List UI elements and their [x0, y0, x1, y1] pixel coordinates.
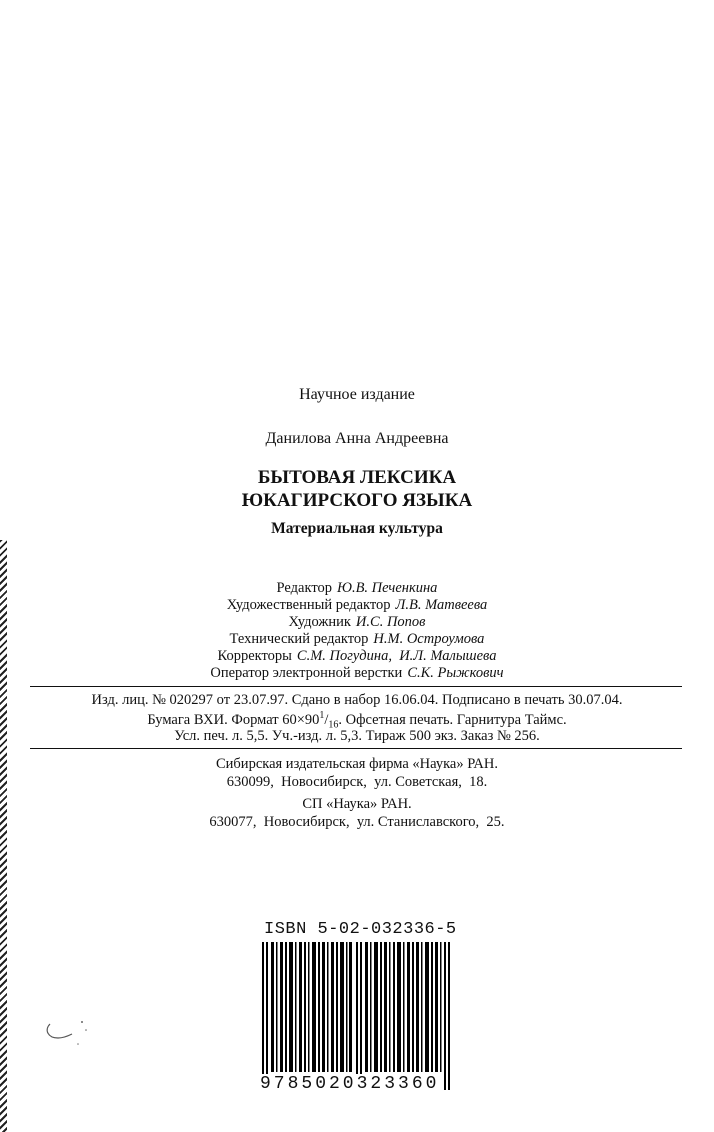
- credit-name: С.К. Рыжкович: [407, 665, 504, 681]
- imprint-format-denominator: 16: [328, 719, 339, 731]
- credit-role: Художественный редактор: [226, 597, 391, 613]
- credit-role: Оператор электронной верстки: [210, 665, 403, 681]
- imprint-format-text: Бумага ВХИ. Формат 60×90: [147, 711, 320, 728]
- printer-address: 630077, Новосибирск, ул. Станиславского, 25.: [209, 814, 505, 830]
- divider-bottom: [30, 748, 682, 749]
- author-name: Данилова Анна Андреевна: [265, 430, 449, 447]
- scan-speck-mark: [42, 1016, 102, 1056]
- credit-name: С.М. Погудина, И.Л. Малышева: [296, 648, 497, 664]
- credit-proofreaders: [0, 648, 714, 665]
- credit-role: Художник: [288, 614, 351, 630]
- publication-type: Научное издание: [299, 386, 415, 403]
- publisher-address: 630099, Новосибирск, ул. Советская, 18.: [226, 774, 488, 790]
- book-title: [0, 466, 714, 512]
- book-subtitle: Материальная культура: [271, 520, 443, 537]
- credit-role: Корректоры: [217, 648, 292, 664]
- publisher-name: Сибирская издательская фирма «Наука» РАН.: [216, 756, 498, 772]
- book-title-line-2: ЮКАГИРСКОГО ЯЗЫКА: [241, 490, 473, 511]
- credit-art-editor: [0, 597, 714, 614]
- credit-name: И.С. Попов: [355, 614, 426, 630]
- imprint-line-3: Усл. печ. л. 5,5. Уч.-изд. л. 5,3. Тираж 500 экз. Заказ № 256.: [174, 728, 540, 744]
- credit-name: Л.В. Матвеева: [395, 597, 488, 613]
- credit-artist: [0, 614, 714, 631]
- credit-layout-operator: [0, 665, 714, 682]
- imprint-format-slash: /: [324, 711, 329, 728]
- credit-tech-editor: [0, 631, 714, 648]
- book-title-line-1: БЫТОВАЯ ЛЕКСИКА: [257, 467, 457, 488]
- credit-name: Ю.В. Печенкина: [336, 580, 438, 596]
- imprint-line-1: Изд. лиц. № 020297 от 23.07.97. Сдано в набор 16.06.04. Подписано в печать 30.07.04.: [91, 692, 623, 708]
- imprint-format-numerator: 1: [319, 710, 325, 721]
- credit-role: Технический редактор: [229, 631, 369, 647]
- divider-top: [30, 686, 682, 687]
- printer-name: СП «Наука» РАН.: [302, 796, 412, 812]
- credit-name: Н.М. Остроумова: [373, 631, 485, 647]
- isbn-barcode: [260, 942, 460, 1092]
- barcode-digits: 9785020323360: [260, 1074, 440, 1094]
- credit-editor: [0, 580, 714, 597]
- credit-role: Редактор: [276, 580, 332, 596]
- isbn-number: ISBN 5-02-032336-5: [264, 920, 457, 939]
- imprint-print-text: . Офсетная печать. Гарнитура Таймс.: [338, 711, 567, 728]
